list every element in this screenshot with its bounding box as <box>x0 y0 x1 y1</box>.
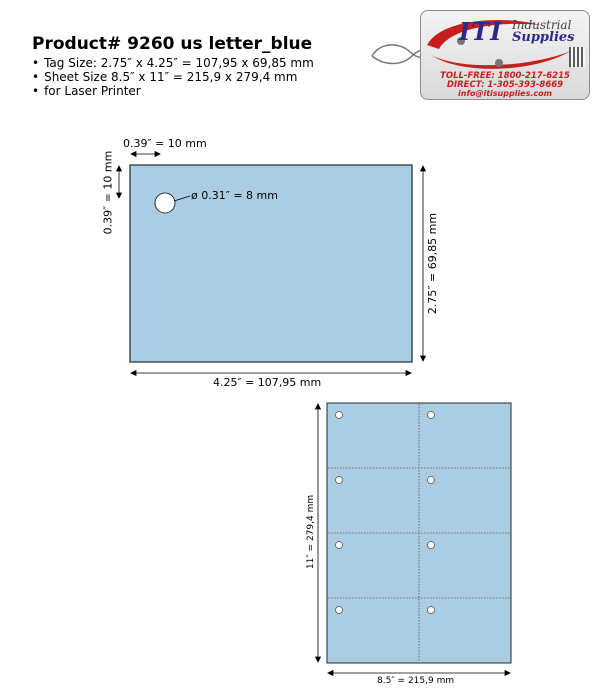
sheet-width-label: 8.5″ = 215,9 mm <box>377 676 455 686</box>
logo-brand-line1: Industrial <box>512 18 572 32</box>
qr-code-icon <box>569 47 585 67</box>
sheet-height-label: 11″ = 279,4 mm <box>306 494 317 570</box>
sheet-hole <box>336 477 343 484</box>
sheet-hole <box>336 607 343 614</box>
hole-offset-dim-vertical <box>117 166 122 198</box>
tag-width-label: 4.25″ = 107,95 mm <box>213 376 322 389</box>
tag-height-dim <box>421 166 426 361</box>
product-title: Product# 9260 us letter_blue <box>32 34 313 54</box>
sheet-hole <box>428 412 435 419</box>
logo-brand-line2: Supplies <box>512 30 575 45</box>
hole-offset-label: 0.39″ = 10 mm <box>123 137 207 150</box>
logo-toll-free: TOLL-FREE: 1800-217-6215 <box>440 71 570 81</box>
sheet-hole <box>428 607 435 614</box>
spec-printer: • for Laser Printer <box>32 84 314 98</box>
sheet-hole <box>428 477 435 484</box>
iti-logo <box>420 10 590 100</box>
logo-direct: DIRECT: 1-305-393-8669 <box>446 80 564 90</box>
hole-offset-dim-horizontal <box>131 152 160 157</box>
logo-brand: ITI <box>459 17 503 46</box>
sheet-hole <box>336 542 343 549</box>
sheet-width-dim <box>328 671 510 676</box>
spec-sheet-size: • Sheet Size 8.5″ x 11″ = 215,9 x 279,4 mm <box>32 70 314 84</box>
tag-hole <box>155 193 175 213</box>
hole-diameter-label: ø 0.31″ = 8 mm <box>191 189 278 202</box>
sheet-hole <box>336 412 343 419</box>
spec-tag-size: • Tag Size: 2.75″ x 4.25″ = 107,95 x 69,85 mm <box>32 56 314 70</box>
tag-height-label: 2.75″ = 69,85 mm <box>426 212 440 315</box>
sheet-hole <box>428 542 435 549</box>
sheet-height-dim <box>316 404 321 662</box>
logo-email: info@itisupplies.com <box>458 89 552 98</box>
hole-offset-label-vertical: 0.39″ = 10 mm <box>101 150 115 235</box>
tag-width-dim <box>131 371 411 376</box>
